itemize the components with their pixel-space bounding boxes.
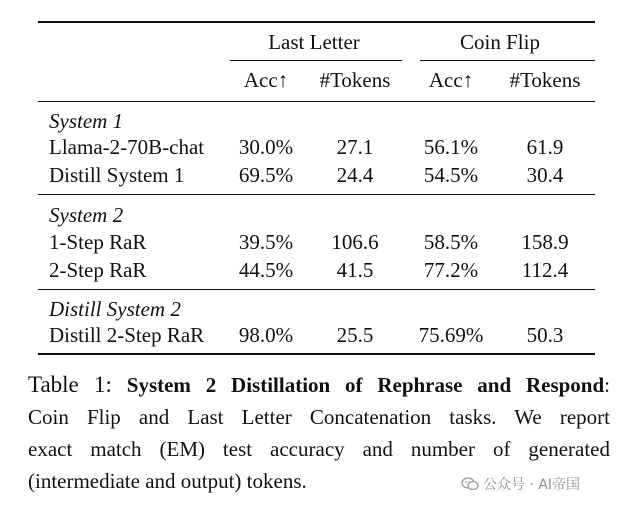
caption-label: Table 1: — [28, 372, 112, 397]
caption-title: System 2 Distillation of Rephrase and Respond — [126, 373, 605, 397]
column-header-coin-flip-tokens: #Tokens — [509, 68, 581, 92]
table-cell-cf-acc: 54.5% — [423, 163, 479, 187]
caption-line-2: Coin Flip and Last Letter Concatenation tasks. We report — [28, 405, 610, 429]
system1-bottom-rule — [38, 194, 595, 195]
section-label-distill-system-2: Distill System 2 — [49, 297, 181, 321]
wechat-icon — [461, 477, 479, 491]
table-cell-cf-tokens: 112.4 — [521, 258, 569, 282]
table-cell-ll-tokens: 27.1 — [336, 135, 374, 159]
caption-title-suffix: : — [604, 373, 611, 397]
table-cell-ll-acc: 98.0% — [238, 323, 294, 347]
table-cell-ll-acc: 44.5% — [238, 258, 294, 282]
system2-bottom-rule — [38, 289, 595, 290]
table-cell-ll-tokens: 41.5 — [336, 258, 374, 282]
table-cell-cf-acc: 56.1% — [423, 135, 479, 159]
table-cell-cf-acc: 75.69% — [418, 323, 484, 347]
caption-line-4: (intermediate and output) tokens. — [28, 469, 307, 493]
table-cell-cf-tokens: 30.4 — [526, 163, 564, 187]
group-header-last-letter: Last Letter — [268, 30, 360, 54]
table-bottom-rule — [38, 353, 595, 355]
table-cell-cf-tokens: 61.9 — [526, 135, 564, 159]
table-cell-ll-acc: 30.0% — [238, 135, 294, 159]
watermark — [461, 474, 580, 496]
column-header-last-letter-tokens: #Tokens — [319, 68, 391, 92]
section-label-system-2: System 2 — [49, 203, 124, 227]
group-header-coin-flip: Coin Flip — [460, 30, 540, 54]
caption-line-3: exact match (EM) test accuracy and number of generated — [28, 437, 610, 461]
table-cell-ll-tokens: 106.6 — [331, 230, 379, 254]
table-cell-cf-tokens: 158.9 — [521, 230, 569, 254]
table-cell-ll-tokens: 24.4 — [336, 163, 374, 187]
watermark-text: 公众号 · AI帝国 — [483, 477, 581, 493]
last-letter-underline — [230, 60, 402, 61]
table-cell-ll-tokens: 25.5 — [336, 323, 374, 347]
table-cell-cf-tokens: 50.3 — [526, 323, 564, 347]
header-bottom-rule — [38, 101, 595, 102]
table-cell-cf-acc: 58.5% — [423, 230, 479, 254]
table-cell-cf-acc: 77.2% — [423, 258, 479, 282]
table-cell-ll-acc: 69.5% — [238, 163, 294, 187]
table-row-method: 2-Step RaR — [49, 258, 147, 282]
table-row-method: Distill 2-Step RaR — [49, 323, 205, 347]
table-row-method: Llama-2-70B-chat — [49, 135, 205, 159]
section-label-system-1: System 1 — [49, 109, 124, 133]
table-row-method: 1-Step RaR — [49, 230, 147, 254]
column-header-last-letter-acc: Acc↑ — [243, 68, 289, 92]
table-cell-ll-acc: 39.5% — [238, 230, 294, 254]
table-top-rule — [38, 21, 595, 23]
coin-flip-underline — [420, 60, 595, 61]
table-row-method: Distill System 1 — [49, 163, 185, 187]
caption-line-1 — [28, 369, 610, 401]
column-header-coin-flip-acc: Acc↑ — [428, 68, 474, 92]
